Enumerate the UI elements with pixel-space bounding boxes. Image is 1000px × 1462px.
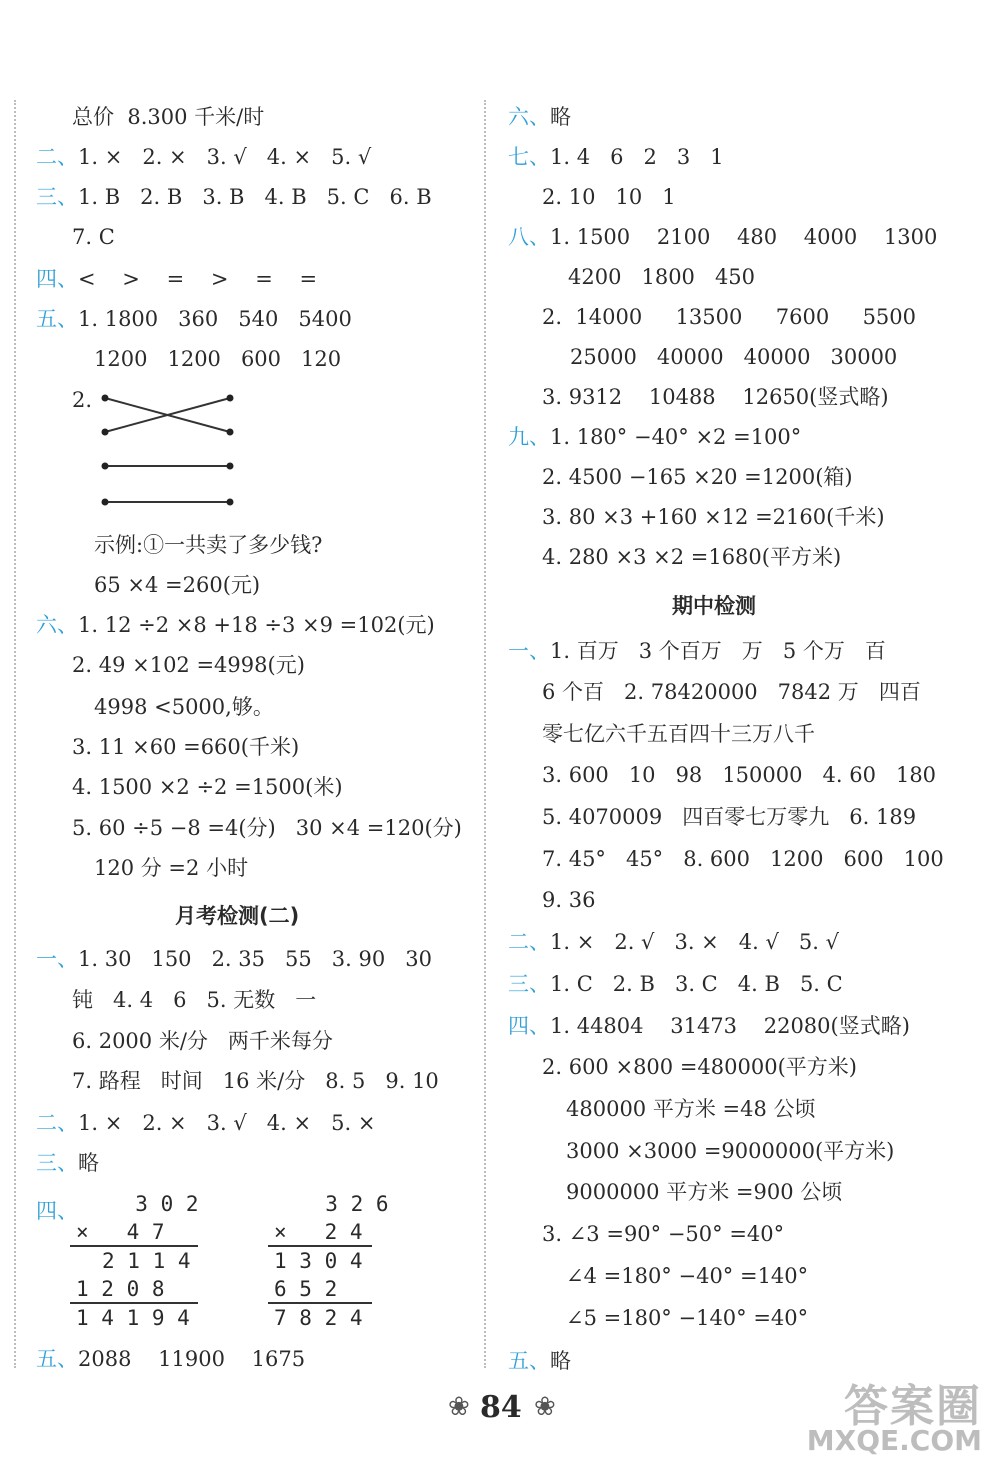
- answer-line: 5. 60 ÷5 −8 =4(分) 30 ×4 =120(分): [72, 816, 462, 840]
- answer-line: 3. 11 ×60 =660(千米): [72, 735, 300, 759]
- answer-line: 3. 600 10 98 150000 4. 60 180: [542, 763, 937, 787]
- section-heading: 月考检测(二): [175, 904, 300, 928]
- answer-line: 2.: [72, 388, 93, 412]
- answer-text: 1. 百万 3 个百万 万 5 个万 百: [550, 639, 886, 663]
- section-mark: 五、: [36, 307, 78, 331]
- answer-line: 4. 280 ×3 ×2 =1680(平方米): [542, 545, 842, 569]
- calc-line: 7 8 2 4: [274, 1306, 363, 1330]
- answer-line: 3. ∠3 =90° −50° =40°: [542, 1222, 785, 1246]
- section-2: [36, 1108, 375, 1138]
- answer-line: 7. 45° 45° 8. 600 1200 600 100: [542, 847, 944, 871]
- answer-line: 25000 40000 40000 30000: [570, 345, 898, 369]
- answer-line: ∠4 =180° −40° =140°: [566, 1264, 809, 1288]
- answer-line: 9. 36: [542, 888, 596, 912]
- answer-line: 120 分 =2 小时: [94, 856, 249, 880]
- section-1: [508, 636, 886, 666]
- section-2: [508, 927, 839, 957]
- calc-line: × 2 4: [274, 1220, 363, 1244]
- calc-line: 3 2 6: [300, 1192, 389, 1216]
- answer-line: 3. 9312 10488 12650(竖式略): [542, 385, 889, 409]
- section-mark: 八、: [508, 225, 550, 249]
- section-9: [508, 422, 801, 452]
- page-number: 84: [480, 1390, 522, 1425]
- answer-line: 6. 2000 米/分 两千米每分: [72, 1029, 333, 1053]
- answer-line: 4. 1500 ×2 ÷2 =1500(米): [72, 775, 343, 799]
- answer-text: 1. 1800 360 540 5400: [78, 307, 352, 331]
- section-6: [508, 102, 571, 132]
- section-mark: 三、: [36, 185, 78, 209]
- section-mark: 五、: [36, 1347, 78, 1371]
- answer-text: 略: [78, 1151, 99, 1175]
- answer-text: 略: [550, 105, 571, 129]
- answer-line: 4998 <5000,够。: [94, 695, 274, 719]
- answer-line: 480000 平方米 =48 公顷: [566, 1097, 816, 1121]
- answer-line: 2. 14000 13500 7600 5500: [542, 305, 917, 329]
- watermark-logo: 答案圈: [844, 1381, 982, 1432]
- answer-line: 7. 路程 时间 16 米/分 8. 5 9. 10: [72, 1069, 439, 1093]
- calc-line: 2 1 1 4: [102, 1249, 191, 1273]
- answer-text: 1. 44804 31473 22080(竖式略): [550, 1014, 910, 1038]
- answer-line: 7. C: [72, 225, 115, 249]
- left-margin-dots: [14, 100, 16, 1368]
- section-7: [508, 142, 724, 172]
- answer-text: 1. × 2. √ 3. × 4. √ 5. √: [550, 930, 839, 954]
- answer-text: 1. B 2. B 3. B 4. B 5. C 6. B: [78, 185, 432, 209]
- answer-text: 1. 12 ÷2 ×8 +18 ÷3 ×9 =102(元): [78, 613, 435, 637]
- calc-line: 1 2 0 8: [76, 1277, 165, 1301]
- answer-line: 零七亿六千五百四十三万八千: [542, 722, 815, 746]
- answer-text: 1. 30 150 2. 35 55 3. 90 30: [78, 947, 432, 971]
- section-3: [508, 969, 843, 999]
- answer-line: 65 ×4 =260(元): [94, 573, 261, 597]
- flower-ornament-icon: ❀: [448, 1392, 470, 1422]
- section-mark: 三、: [36, 1151, 78, 1175]
- answer-text: < > = > = =: [78, 267, 318, 291]
- section-8: [508, 222, 937, 252]
- section-mark: 六、: [36, 613, 78, 637]
- section-mark: 七、: [508, 145, 550, 169]
- answer-line: 钝 4. 4 6 5. 无数 一: [72, 988, 317, 1012]
- section-mark: 二、: [36, 145, 78, 169]
- answer-text: 1. 4 6 2 3 1: [550, 145, 724, 169]
- section-heading: 期中检测: [672, 594, 756, 618]
- calc-line: 3 0 2: [110, 1192, 199, 1216]
- section-3: [36, 1148, 99, 1178]
- watermark-url: MXQE.COM: [806, 1424, 982, 1457]
- section-mark: 二、: [508, 930, 550, 954]
- section-mark: 一、: [508, 639, 550, 663]
- calc-line: 1 4 1 9 4: [76, 1306, 190, 1330]
- section-5: [508, 1346, 571, 1376]
- answer-line: 5. 4070009 四百零七万零九 6. 189: [542, 805, 917, 829]
- section-mark: 五、: [508, 1349, 550, 1373]
- answer-line: 9000000 平方米 =900 公顷: [566, 1180, 843, 1204]
- calc-line: × 4 7: [76, 1220, 165, 1244]
- answer-text: 1. 180° −40° ×2 =100°: [550, 425, 802, 449]
- answer-line: ∠5 =180° −140° =40°: [566, 1306, 809, 1330]
- section-mark: 四、: [508, 1014, 550, 1038]
- answer-text: 1. C 2. B 3. C 4. B 5. C: [550, 972, 843, 996]
- answer-line: 3. 80 ×3 +160 ×12 =2160(千米): [542, 505, 885, 529]
- section-mark: 六、: [508, 105, 550, 129]
- answer-line: 1200 1200 600 120: [94, 347, 342, 371]
- flower-ornament-icon: ❀: [534, 1392, 556, 1422]
- answer-text: 2088 11900 1675: [78, 1347, 306, 1371]
- section-mark: 二、: [36, 1111, 78, 1135]
- answer-line: 总价 8.300 千米/时: [72, 105, 265, 129]
- section-1: [36, 944, 432, 974]
- answer-line: 示例:①一共卖了多少钱?: [94, 533, 323, 557]
- section-4: [36, 1196, 78, 1226]
- answer-line: 6 个百 2. 78420000 7842 万 四百: [542, 680, 921, 704]
- section-mark: 三、: [508, 972, 550, 996]
- section-4: [508, 1011, 910, 1041]
- answer-text: 1. × 2. × 3. √ 4. × 5. ×: [78, 1111, 376, 1135]
- answer-text: 略: [550, 1349, 571, 1373]
- section-mark: 九、: [508, 425, 550, 449]
- section-5: [36, 304, 352, 334]
- answer-text: 1. 1500 2100 480 4000 1300: [550, 225, 938, 249]
- section-3: [36, 182, 432, 212]
- answer-line: 2. 49 ×102 =4998(元): [72, 653, 305, 677]
- answer-line: 4200 1800 450: [568, 265, 756, 289]
- section-6: [36, 610, 435, 640]
- answer-line: 2. 600 ×800 =480000(平方米): [542, 1055, 857, 1079]
- section-4: [36, 264, 317, 294]
- column-divider: [484, 100, 486, 1368]
- calc-line: 6 5 2: [274, 1277, 338, 1301]
- section-mark: 四、: [36, 267, 78, 291]
- section-mark: 四、: [36, 1199, 78, 1223]
- section-5: [36, 1344, 305, 1374]
- answer-text: 1. × 2. × 3. √ 4. × 5. √: [78, 145, 372, 169]
- answer-line: 2. 10 10 1: [542, 185, 676, 209]
- answer-line: 2. 4500 −165 ×20 =1200(箱): [542, 465, 853, 489]
- answer-line: 3000 ×3000 =9000000(平方米): [566, 1139, 895, 1163]
- calc-line: 1 3 0 4: [274, 1249, 363, 1273]
- matching-diagram: [95, 388, 245, 513]
- section-mark: 一、: [36, 947, 78, 971]
- section-2: [36, 142, 371, 172]
